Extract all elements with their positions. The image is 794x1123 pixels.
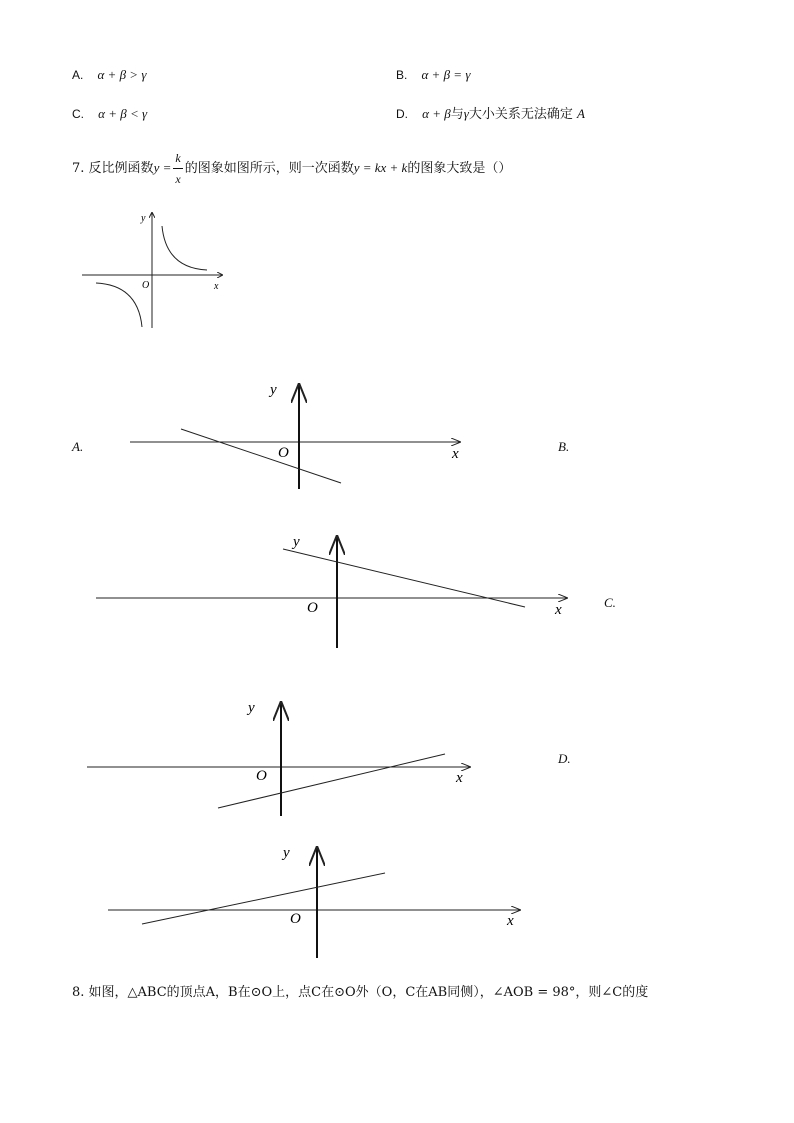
choice-b-label: B.	[558, 439, 570, 454]
question-8-number: 8.	[72, 985, 85, 1000]
choice-d-label: D.	[558, 751, 571, 766]
option-d-gamma: γ	[463, 106, 469, 121]
question-7-y-equals: y =	[153, 160, 172, 175]
option-c-expression: α + β < γ	[98, 106, 148, 121]
graph-c-line	[218, 754, 445, 808]
graph-b-origin-label: O	[307, 600, 318, 616]
graph-a	[130, 382, 460, 489]
figure-x-label: x	[214, 281, 219, 292]
option-d-text-tail: 大小关系无法确定	[468, 107, 573, 122]
figure-y-label: y	[141, 213, 146, 224]
graph-a-line	[181, 429, 341, 483]
graph-a-y-label: y	[270, 382, 277, 398]
option-a-expression: α + β > γ	[97, 67, 147, 82]
option-b-letter: B.	[396, 68, 408, 82]
question-8-stem	[72, 986, 648, 999]
question-8-text: 如图，△ABC的顶点A，B在⊙O上，点C在⊙O外（O，C在AB同侧），∠AOB = 98°，则∠C的度	[88, 985, 649, 1000]
option-c-letter: C.	[72, 107, 84, 121]
graph-d-origin-label: O	[290, 911, 301, 927]
graph-a-x-label: x	[452, 446, 459, 462]
question-7-number: 7.	[72, 161, 85, 176]
choice-c-label: C.	[604, 595, 616, 610]
graph-b-y-label: y	[293, 534, 300, 550]
option-d-tail-letter: A	[577, 106, 585, 121]
graph-d-line	[142, 873, 385, 924]
graph-c-y-label: y	[248, 700, 255, 716]
figure-origin-label: O	[142, 280, 150, 291]
graph-d-x-label: x	[507, 913, 514, 929]
graph-d	[108, 845, 520, 958]
choice-a-label: A.	[72, 439, 84, 454]
option-d-letter: D.	[396, 107, 408, 121]
option-d-text-mid: 与	[450, 107, 464, 122]
graph-c-x-label: x	[456, 770, 463, 786]
question-7-linear-function: y = kx + k	[353, 160, 408, 175]
question-7-text-mid: 的图象如图所示，则一次函数	[184, 161, 354, 176]
option-d-expression: α + β	[422, 106, 451, 121]
graph-c	[87, 700, 470, 816]
fraction-denominator: x	[175, 172, 181, 186]
option-a-letter: A.	[72, 68, 84, 82]
graph-d-y-label: y	[283, 845, 290, 861]
fraction-numerator: k	[173, 148, 182, 169]
graph-b-x-label: x	[555, 602, 562, 618]
question-7-text-after: 的图象大致是（）	[407, 161, 512, 176]
option-b-expression: α + β = γ	[421, 67, 471, 82]
graph-b	[96, 534, 567, 648]
graph-a-origin-label: O	[278, 445, 289, 461]
question-7-text-before: 反比例函数	[88, 161, 154, 176]
graph-c-origin-label: O	[256, 768, 267, 784]
